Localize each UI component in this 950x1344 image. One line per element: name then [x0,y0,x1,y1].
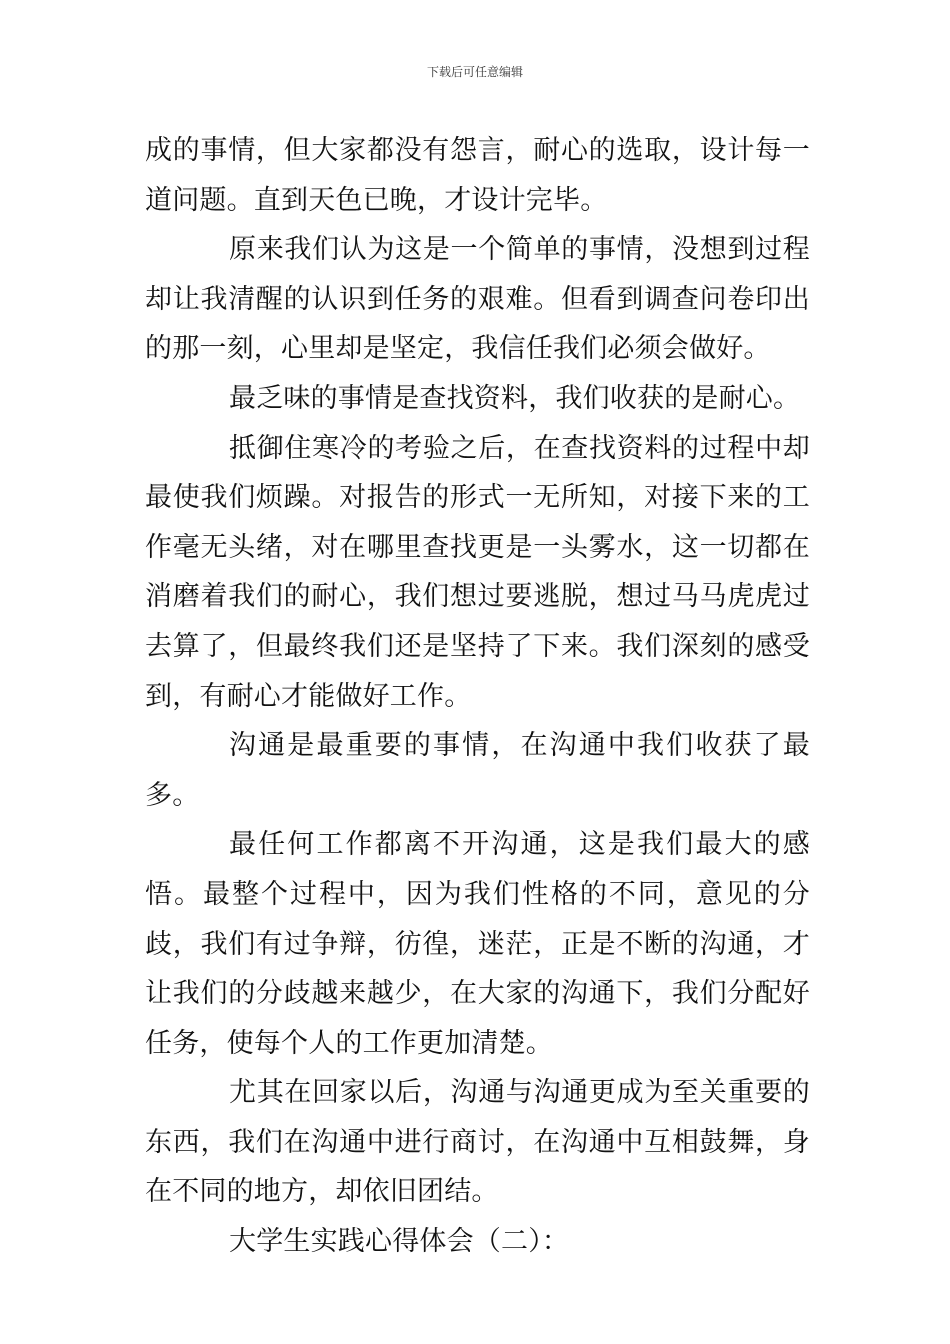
page-header: 下载后可任意编辑 [426,65,523,79]
paragraph: 最任何工作都离不开沟通，这是我们最大的感悟。最整个过程中，因为我们性格的不同，意见的分歧，我们有过争辩，彷徨，迷茫，正是不断的沟通，才让我们的分歧越来越少，在大家的沟通下，我们分配好任务，使每个人的工作更加清楚。 [145,829,810,1059]
paragraph: 尤其在回家以后，沟通与沟通更成为至关重要的东西，我们在沟通中进行商讨，在沟通中互相鼓舞，身在不同的地方，却依旧团结。 [145,1077,810,1208]
paragraph: 原来我们认为这是一个简单的事情，没想到过程却让我清醒的认识到任务的艰难。但看到调查问卷印出的那一刻，心里却是坚定，我信任我们必须会做好。 [145,234,810,365]
paragraph: 最乏味的事情是查找资料，我们收获的是耐心。 [229,382,801,414]
paragraph: 成的事情，但大家都没有怨言，耐心的选取，设计每一道问题。直到天色已晚，才设计完毕。 [145,135,810,216]
paragraph: 抵御住寒冷的考验之后，在查找资料的过程中却最使我们烦躁。对报告的形式一无所知，对接下来的工作毫无头绪，对在哪里查找更是一头雾水，这一切都在消磨着我们的耐心，我们想过要逃脱，想过马马虎虎过去算了，但最终我们还是坚持了下来。我们深刻的感受到，有耐心才能做好工作。 [145,432,810,712]
paragraph: 沟通是最重要的事情，在沟通中我们收获了最多。 [145,730,810,811]
document-body [145,126,810,1267]
section-heading: 大学生实践心得体会（二）： [229,1226,570,1258]
